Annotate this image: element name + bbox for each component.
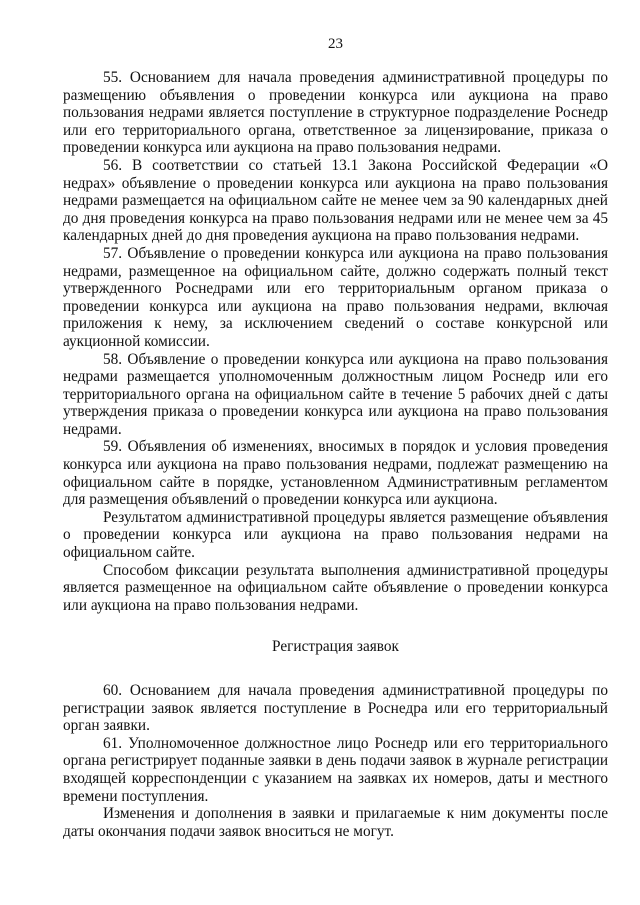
paragraph-56: 56. В соответствии со статьей 13.1 Закона Российской Федерации «О недрах» объявление о проведении конкурса или аукциона на право пользования недрами размещается на официальном сайте не менее чем за 90 календарных дней до дня проведения конкурса на право пользования недрами или не менее чем за 45 календарных дней до дня проведения аукциона на право пользования недрами. [63,156,608,245]
paragraph-60: 60. Основанием для начала проведения административной процедуры по регистрации заявок является поступление в Роснедра или его территориальный орган заявки. [63,682,608,735]
paragraph-59: 59. Объявления об изменениях, вносимых в порядок и условия проведения конкурса или аукциона на право пользования недрами, подлежат размещению на официальном сайте в порядке, установленном Административным регламентом для размещения объявлений о проведении конкурса или аукциона. [63,438,608,509]
paragraph-61: 61. Уполномоченное должностное лицо Роснедр или его территориального органа регистрирует поданные заявки в день подачи заявок в журнале регистрации входящей корреспонденции с указанием на заявках их номеров, даты и местного времени поступления. [63,734,608,805]
paragraph-55: 55. Основанием для начала проведения административной процедуры по размещению объявления о проведении конкурса или аукциона на право пользования недрами является поступление в структурное подразделение Роснедр или его территориального органа, ответственное за лицензирование, приказа о проведении конкурса или аукциона на право пользования недрами. [63,69,608,157]
document-page [63,36,608,840]
paragraph-result: Результатом административной процедуры является размещение объявления о проведении конкурса или аукциона на право пользования недрами на официальном сайте. [63,508,608,562]
paragraph-fixation: Способом фиксации результата выполнения административной процедуры является размещенное на официальном сайте объявление о проведении конкурса или аукциона на право пользования недрами. [63,561,608,614]
paragraph-57: 57. Объявление о проведении конкурса или аукциона на право пользования недрами, размещенное на официальном сайте, должно содержать полный текст утвержденного Роснедрами или его территориальным органом приказа о проведении конкурса или аукциона на право пользования недрами, включая приложения к нему, за исключением сведений о составе конкурсной или аукционной комиссии. [63,244,608,350]
paragraph-changes: Изменения и дополнения в заявки и прилагаемые к ним документы после даты окончания подачи заявок вноситься не могут. [63,805,608,840]
page-number: 23 [328,36,343,52]
paragraph-58: 58. Объявление о проведении конкурса или аукциона на право пользования недрами размещается уполномоченным должностным лицом Роснедр или его территориального органа на официальном сайте в течение 5 рабочих дней с даты утверждения приказа о проведении конкурса или аукциона на право пользования недрами. [63,350,608,438]
section-heading: Регистрация заявок [272,638,399,656]
